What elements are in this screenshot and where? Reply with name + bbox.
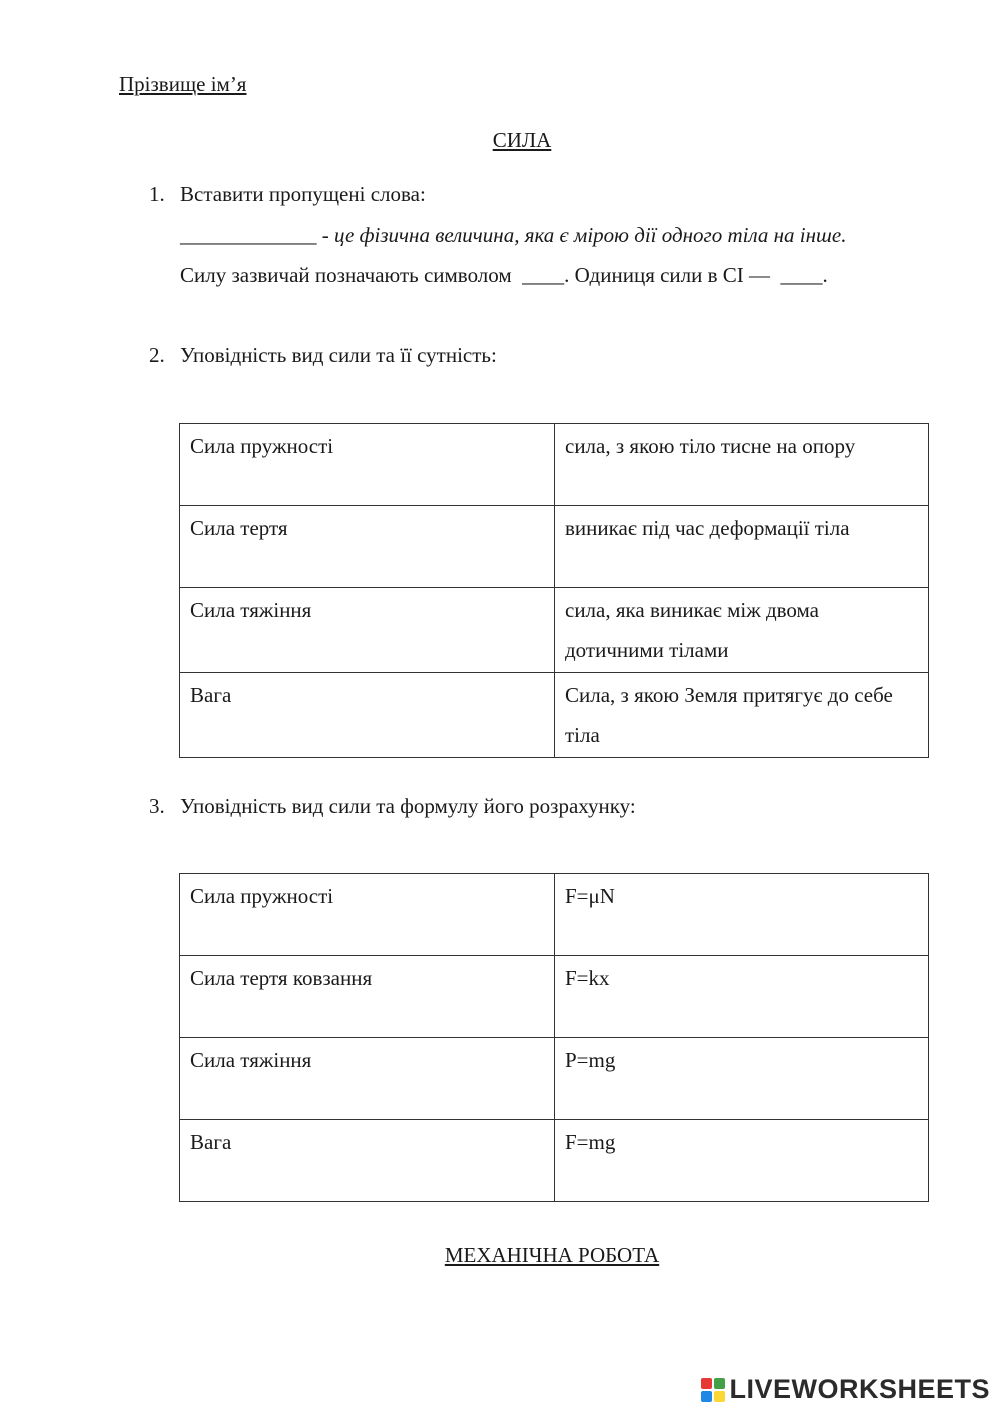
force-type-cell[interactable]: Сила пружності [180,424,555,506]
table-row [180,956,929,1038]
question-1-line-1 [180,223,846,248]
logo-square [714,1378,725,1389]
logo-square [714,1391,725,1402]
table-row [180,673,929,758]
table-row [180,1120,929,1202]
logo-squares-icon [701,1378,725,1402]
question-3-number: 3. [149,794,165,818]
question-2-text: Уповідність вид сили та її сутність: [180,343,497,367]
question-1-line-2: Силу зазвичай позначають символом ____. Одиниця сили в СІ — ____. [180,263,828,287]
force-type-cell[interactable]: Сила тяжіння [180,588,555,673]
formula-cell[interactable]: F=μN [555,874,929,956]
formula-cell[interactable]: F=kx [555,956,929,1038]
logo-square [701,1378,712,1389]
section-title-force: СИЛА [492,128,552,152]
question-1-text: Вставити пропущені слова: [180,182,426,206]
force-essence-cell[interactable]: сила, з якою тіло тисне на опору [555,424,929,506]
question-3-text: Уповідність вид сили та формулу його розрахунку: [180,794,636,818]
question-1-number: 1. [149,182,165,206]
logo-square [701,1391,712,1402]
match-table-formula [179,873,929,1202]
table-row [180,588,929,673]
force-type-cell[interactable]: Вага [180,1120,555,1202]
fill-blank[interactable]: _____________ [180,223,317,247]
name-label: Прізвище ім’я [119,72,247,96]
logo-text: LIVEWORKSHEETS [729,1374,990,1404]
formula-cell[interactable]: P=mg [555,1038,929,1120]
force-type-cell[interactable]: Сила тертя [180,506,555,588]
force-type-cell[interactable]: Вага [180,673,555,758]
force-essence-cell[interactable]: виникає під час деформації тіла [555,506,929,588]
section-title-mechanical-work: МЕХАНІЧНА РОБОТА [444,1243,660,1267]
question-2-number: 2. [149,343,165,367]
match-table-essence [179,423,929,758]
table-row [180,874,929,956]
table-row [180,1038,929,1120]
force-type-cell[interactable]: Сила тертя ковзання [180,956,555,1038]
formula-cell[interactable]: F=mg [555,1120,929,1202]
table-row [180,506,929,588]
force-essence-cell[interactable]: сила, яка виникає між двома дотичними тілами [555,588,929,673]
table-row [180,424,929,506]
force-type-cell[interactable]: Сила пружності [180,874,555,956]
force-essence-cell[interactable]: Сила, з якою Земля притягує до себе тіла [555,673,929,758]
definition-text: - це фізична величина, яка є мірою дії одного тіла на інше. [316,223,847,247]
force-type-cell[interactable]: Сила тяжіння [180,1038,555,1120]
liveworksheets-logo[interactable] [701,1374,990,1405]
